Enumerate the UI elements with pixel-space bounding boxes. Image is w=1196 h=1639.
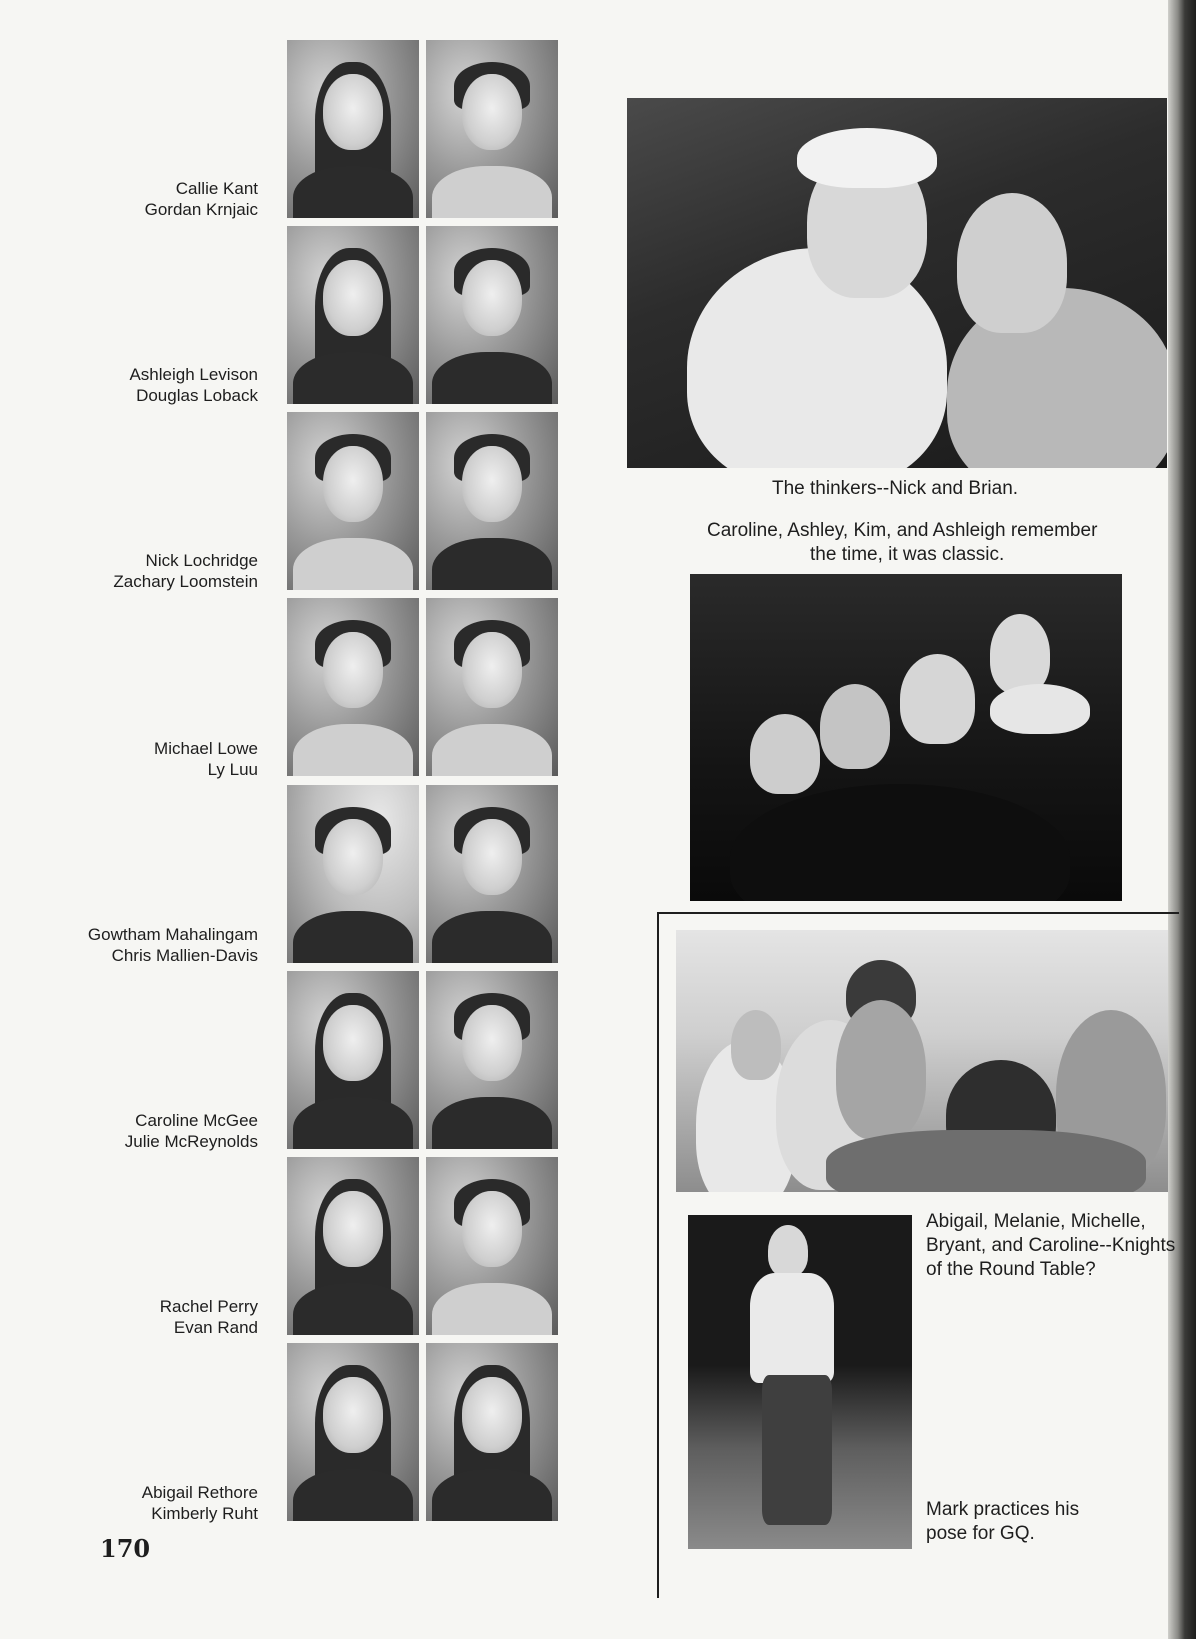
student-name: Julie McReynolds bbox=[124, 1132, 258, 1151]
portrait-photo bbox=[287, 226, 419, 404]
portrait-names-row-1 bbox=[60, 178, 258, 220]
caption-round-table-line-2: Bryant, and Caroline--Knights bbox=[926, 1235, 1176, 1256]
caption-classic-line-1: Caroline, Ashley, Kim, and Ashleigh remember bbox=[707, 520, 1098, 541]
portrait-names-row-8 bbox=[60, 1482, 258, 1524]
candid-photo-thinkers bbox=[627, 98, 1167, 468]
student-name: Ashleigh Levison bbox=[129, 365, 258, 384]
portrait-names-row-4 bbox=[60, 738, 258, 780]
portrait-photo bbox=[287, 40, 419, 218]
caption-round-table-line-3: of the Round Table? bbox=[926, 1259, 1096, 1280]
portrait-names-row-6 bbox=[60, 1110, 258, 1152]
caption-thinkers: The thinkers--Nick and Brian. bbox=[772, 478, 1019, 499]
caption-classic-line-2: the time, it was classic. bbox=[810, 544, 1005, 565]
portrait-names-row-3 bbox=[60, 550, 258, 592]
portrait-photo bbox=[426, 40, 558, 218]
portrait-photo bbox=[287, 785, 419, 963]
caption-gq-line-2: pose for GQ. bbox=[926, 1523, 1035, 1544]
portrait-photo bbox=[426, 785, 558, 963]
student-name: Kimberly Ruht bbox=[151, 1504, 258, 1523]
student-name: Gowtham Mahalingam bbox=[87, 925, 258, 944]
portrait-names-row-2 bbox=[60, 364, 258, 406]
student-name: Douglas Loback bbox=[136, 386, 258, 405]
candid-photo-classic bbox=[690, 574, 1122, 901]
student-name: Gordan Krnjaic bbox=[144, 200, 258, 219]
student-name: Nick Lochridge bbox=[145, 551, 258, 570]
portrait-names-row-5 bbox=[60, 924, 258, 966]
student-name: Chris Mallien-Davis bbox=[111, 946, 258, 965]
student-name: Caroline McGee bbox=[135, 1111, 258, 1130]
student-name: Abigail Rethore bbox=[141, 1483, 258, 1502]
portrait-photo bbox=[426, 598, 558, 776]
student-name: Evan Rand bbox=[173, 1318, 258, 1337]
portrait-photo bbox=[426, 1343, 558, 1521]
portrait-photo bbox=[426, 971, 558, 1149]
student-name: Ly Luu bbox=[207, 760, 258, 779]
portrait-photo bbox=[287, 412, 419, 590]
portrait-photo bbox=[287, 971, 419, 1149]
caption-round-table-line-1: Abigail, Melanie, Michelle, bbox=[926, 1211, 1146, 1232]
portrait-photo bbox=[287, 598, 419, 776]
portrait-photo bbox=[426, 412, 558, 590]
page-number: 170 bbox=[100, 1534, 151, 1563]
portrait-photo bbox=[426, 1157, 558, 1335]
student-name: Michael Lowe bbox=[154, 739, 258, 758]
portrait-photo bbox=[426, 226, 558, 404]
portrait-photo bbox=[287, 1343, 419, 1521]
caption-gq-line-1: Mark practices his bbox=[926, 1499, 1080, 1520]
student-name: Rachel Perry bbox=[159, 1297, 258, 1316]
student-name: Zachary Loomstein bbox=[113, 572, 258, 591]
portrait-photo bbox=[287, 1157, 419, 1335]
candid-photo-round-table bbox=[676, 930, 1168, 1192]
portrait-names-row-7 bbox=[60, 1296, 258, 1338]
student-name: Callie Kant bbox=[175, 179, 258, 198]
candid-photo-gq bbox=[688, 1215, 912, 1549]
